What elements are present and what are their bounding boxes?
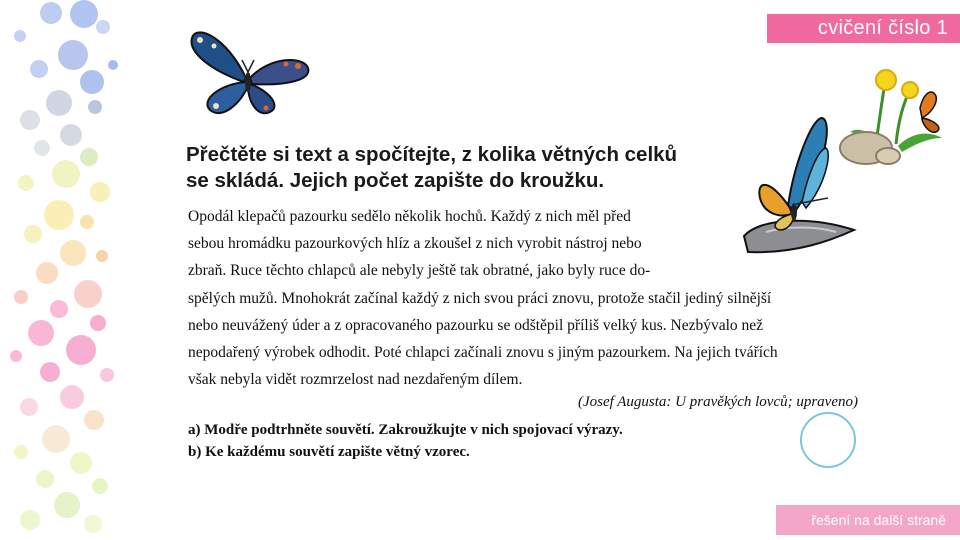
next-page-link[interactable]: řešení na další straně	[776, 505, 960, 535]
task-a: a) Modře podtrhněte souvětí. Zakroužkujte v nich spojovací výrazy.	[188, 422, 623, 438]
title-line: Přečtěte si text a spočítejte, z kolika větných celků	[186, 143, 678, 166]
bokeh-decoration	[0, 0, 140, 540]
exercise-title	[186, 142, 766, 194]
passage-line: však nebyla vidět rozmrzelost nad nezdařeným dílem.	[188, 371, 523, 388]
task-b: b) Ke každému souvětí zapište větný vzorec.	[188, 444, 470, 460]
passage-line: sebou hromádku pazourkových hlíz a zkoušel z nich vyrobit nástroj nebo	[188, 235, 642, 252]
title-line: se skládá. Jejich počet zapište do kroužku.	[186, 169, 605, 192]
passage-line: zbraň. Ruce těchto chlapců ale nebyly ještě tak obratné, jako byly ruce do-	[188, 262, 651, 279]
passage-line: nebo neuvážený úder a z opracovaného pazourku se odštěpil příliš velký kus. Nezbývalo než	[188, 317, 764, 334]
source-citation: (Josef Augusta: U pravěkých lovců; upraveno)	[577, 394, 858, 410]
butterfly-top-icon	[186, 26, 314, 118]
answer-circle[interactable]	[800, 412, 856, 468]
exercise-number-tag: cvičení číslo 1	[767, 14, 960, 43]
passage-line: Opodál klepačů pazourku sedělo několik hochů. Každý z nich měl před	[188, 208, 631, 225]
passage-line: spělých mužů. Mnohokrát začínal každý z nich svou práci znovu, protože stačil jediný silnější	[188, 290, 772, 307]
passage-line: nepodařený výrobek odhodit. Poté chlapci začínali znovu s jiným pazourkem. Na jejich tvářích	[188, 344, 778, 361]
